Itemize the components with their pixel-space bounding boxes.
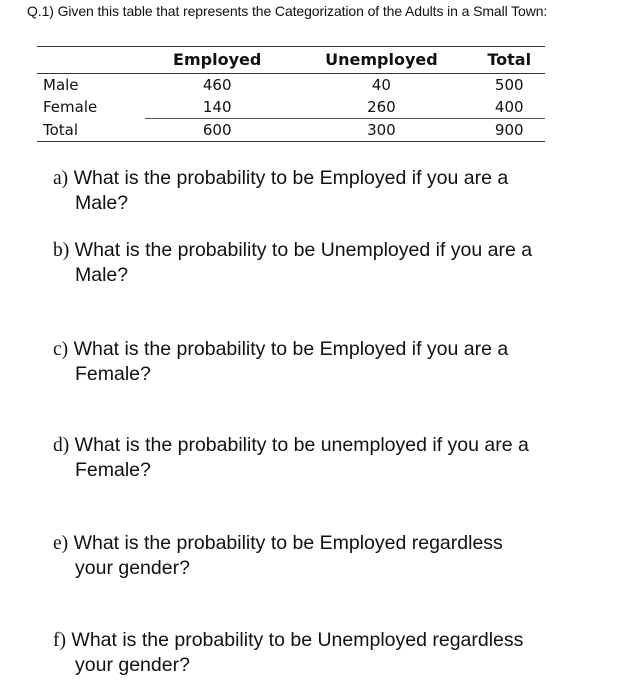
table-cell: 140 (202, 98, 232, 116)
table-cell: 40 (371, 76, 391, 94)
table-corner-cell (37, 47, 145, 74)
table-header-row (37, 47, 545, 74)
question-text: What is the probability to be Unemployed regardless (71, 629, 524, 651)
question-letter: f) (53, 630, 66, 651)
question-title: Q.1) Given this table that represents the Categorization of the Adults in a Small Town: (27, 3, 548, 19)
question-e (53, 531, 593, 580)
question-f (53, 628, 593, 677)
question-c (53, 337, 593, 386)
question-letter: b) (53, 240, 70, 261)
question-a (53, 166, 593, 215)
question-text: What is the probability to be Unemployed if you are a (74, 239, 533, 261)
question-b (53, 238, 593, 287)
question-text-continued: Male? (75, 192, 129, 214)
table-cell: 400 (494, 98, 524, 116)
table-cell: 460 (202, 76, 232, 94)
categorization-table (37, 46, 545, 142)
question-text: What is the probability to be Employed if you are a (73, 338, 509, 360)
question-d (53, 433, 593, 482)
table-row-female (37, 96, 545, 119)
table-cell: 260 (367, 98, 396, 116)
question-letter: c) (53, 339, 69, 360)
row-label: Male (43, 76, 79, 94)
column-header-employed: Employed (145, 47, 289, 74)
table-row-total (37, 119, 545, 142)
column-header-unemployed: Unemployed (289, 47, 473, 74)
question-text-continued: your gender? (75, 654, 190, 676)
table-cell: 900 (473, 119, 545, 142)
row-label: Total (43, 120, 79, 139)
table-row-male (37, 74, 545, 97)
table-cell: 600 (145, 119, 289, 142)
question-text-continued: your gender? (75, 557, 190, 579)
question-text-continued: Female? (75, 363, 151, 385)
question-text: What is the probability to be unemployed if you are a (74, 434, 529, 456)
question-letter: e) (53, 533, 69, 554)
question-text: What is the probability to be Employed if you are a (73, 167, 509, 189)
question-text-continued: Male? (75, 264, 129, 286)
row-label: Female (43, 98, 98, 117)
question-text-continued: Female? (75, 459, 151, 481)
table-cell: 500 (494, 76, 524, 94)
question-letter: d) (53, 435, 70, 456)
column-header-total: Total (473, 47, 545, 74)
table-cell: 300 (289, 119, 473, 142)
question-letter: a) (53, 168, 69, 189)
question-text: What is the probability to be Employed regardless (73, 532, 503, 554)
